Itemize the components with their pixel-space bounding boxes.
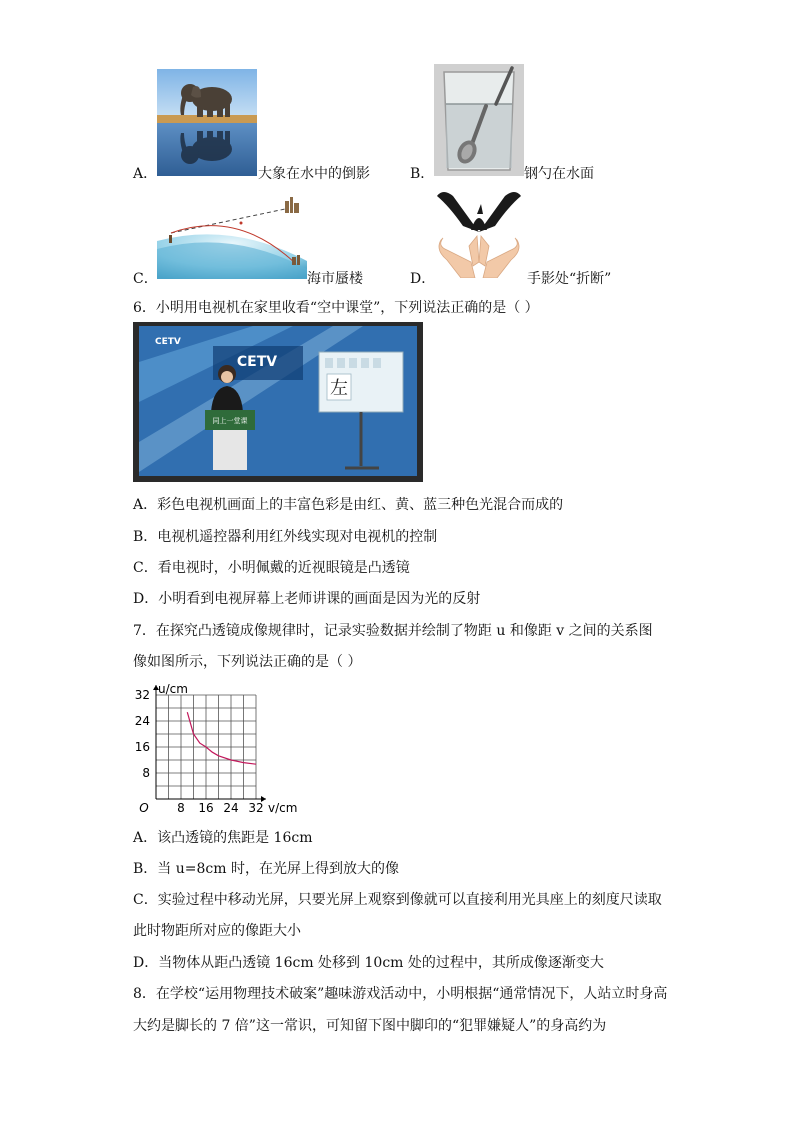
tv-classroom-image (133, 322, 423, 482)
q7-option-c-line2: 此时物距所对应的像距大小 (133, 923, 301, 939)
x-tick-label: 24 (223, 801, 239, 815)
u-v-chart (130, 676, 310, 816)
option-b-letter: B． (410, 166, 435, 182)
mirage-image (157, 191, 307, 279)
option-d-letter: D． (410, 271, 436, 287)
y-tick-label: 32 (134, 688, 150, 702)
q7-option-b: B．当 u=8cm 时，在光屏上得到放大的像 (133, 861, 399, 877)
podium-sign: 同上一堂课 (212, 417, 248, 425)
y-tick-label: 24 (134, 714, 150, 728)
q7-option-a: A．该凸透镜的焦距是 16cm (133, 830, 313, 846)
board-character: 左 (330, 378, 348, 399)
option-a-text: 大象在水中的倒影 (258, 166, 370, 182)
q6-option-a: A．彩色电视机画面上的丰富色彩是由红、黄、蓝三种色光混合而成的 (133, 497, 564, 513)
q6-stem: 6．小明用电视机在家里收看“空中课堂”，下列说法正确的是（ ） (133, 300, 539, 316)
x-tick-label: 16 (198, 801, 214, 815)
cetv-corner-logo: CETV (155, 337, 181, 347)
q6-option-b: B．电视机遥控器利用红外线实现对电视机的控制 (133, 529, 438, 545)
q7-stem-line1: 7．在探究凸透镜成像规律时，记录实验数据并绘制了物距 u 和像距 v 之间的关系图 (133, 623, 653, 639)
option-a-letter: A． (133, 166, 158, 182)
x-tick-label: 32 (248, 801, 264, 815)
y-tick-label: 8 (142, 766, 150, 780)
origin-label: O (139, 801, 149, 815)
x-tick-label: 8 (177, 801, 185, 815)
elephant-reflection-image (157, 69, 257, 176)
q6-option-d: D．小明看到电视屏幕上老师讲课的画面是因为光的反射 (133, 591, 481, 607)
y-tick-label: 16 (134, 740, 150, 754)
q7-stem-line2: 像如图所示，下列说法正确的是（ ） (133, 654, 362, 670)
option-b-text: 钢勺在水面 (524, 166, 594, 182)
option-c-letter: C． (133, 271, 158, 287)
q7-option-d: D．当物体从距凸透镜 16cm 处移到 10cm 处的过程中，其所成像逐渐变大 (133, 955, 604, 971)
spoon-in-water-image (434, 64, 524, 176)
cetv-center-logo: CETV (236, 354, 278, 370)
option-c-text: 海市蜃楼 (307, 271, 363, 287)
q7-option-c-line1: C．实验过程中移动光屏，只要光屏上观察到像就可以直接利用光具座上的刻度尺读取 (133, 892, 662, 908)
q6-option-c: C．看电视时，小明佩戴的近视眼镜是凸透镜 (133, 560, 410, 576)
option-d-text: 手影处“折断” (527, 271, 612, 287)
y-axis-label: u/cm (158, 682, 188, 696)
u-v-curve (187, 712, 256, 764)
q8-stem-line2: 大约是脚长的 7 倍”这一常识，可知留下图中脚印的“犯罪嫌疑人”的身高约为 (133, 1018, 607, 1034)
x-axis-label: v/cm (268, 801, 298, 815)
hand-shadow-image (433, 186, 525, 278)
q8-stem-line1: 8．在学校“运用物理技术破案”趣味游戏活动中，小明根据“通常情况下，人站立时身高 (133, 986, 668, 1002)
